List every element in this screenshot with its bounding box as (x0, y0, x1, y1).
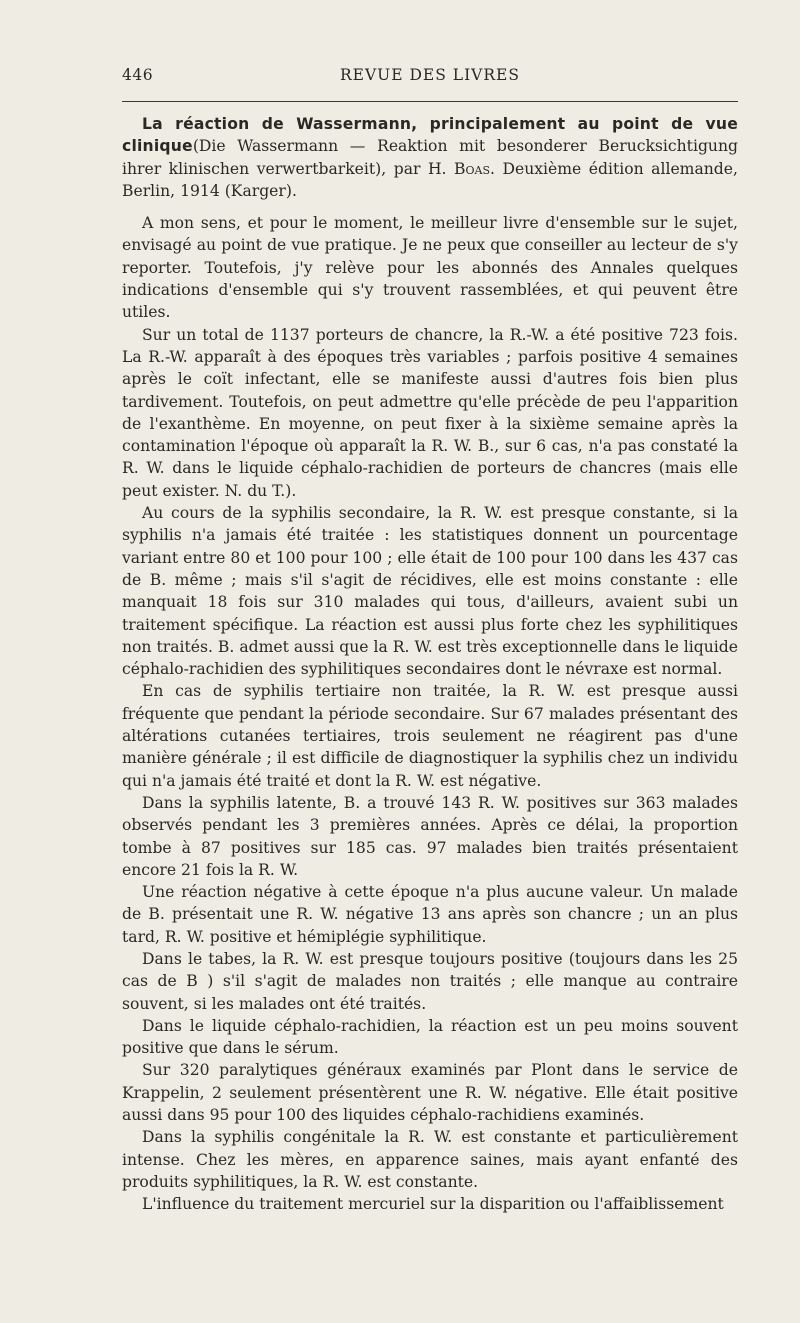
running-title: REVUE DES LIVRES (340, 66, 520, 84)
book-author: Boas (454, 159, 490, 178)
paragraph: Dans le tabes, la R. W. est presque toujours positive (toujours dans les 25 cas de B ) s'il s'agit de malades non traités ; elle manque au contraire souvent, si les malades ont été traités. (122, 949, 738, 1013)
header-rule (122, 101, 738, 102)
book-edition: . Deuxième édition allemande, Berlin, 1914 (Karger). (122, 159, 738, 200)
paragraph: L'influence du traitement mercuriel sur la disparition ou l'affaiblissement (142, 1195, 724, 1214)
page-number: 446 (122, 66, 154, 84)
article-body (122, 113, 738, 1216)
paragraph: Dans le liquide céphalo-rachidien, la réaction est un peu moins souvent positive que dans le sérum. (122, 1016, 738, 1058)
book-title: La réaction de Wassermann, principalement au point de vue clinique (122, 115, 738, 156)
paragraph: A mon sens, et pour le moment, le meilleur livre d'ensemble sur le sujet, envisagé au point de vue pratique. Je ne peux que conseiller au lecteur de s'y reporter. Toutefois, j'y relève pour les abonnés des Annales quelques indications d'ensemble qui s'y trouvent rassemblées, et qui peuvent être utiles. (122, 214, 738, 322)
paragraph: Au cours de la syphilis secondaire, la R. W. est presque constante, si la syphilis n'a jamais été traitée : les statistiques donnent un pourcentage variant entre 80 et 100 pour 100 ; elle était de 100 pour 100 dans les 437 cas de B. même ; mais s'il s'agit de récidives, elle est moins constante : elle manquait 18 fois sur 310 malades qui tous, d'ailleurs, avaient subi un traitement spécifique. La réaction est aussi plus forte chez les syphilitiques non traités. B. admet aussi que la R. W. est très exceptionnelle dans le liquide céphalo-rachidien des syphilitiques secondaires dont le névraxe est normal. (122, 504, 738, 679)
book-subtitle: (Die Wassermann — Reaktion mit besonderer Berucksichtigung ihrer klinischen verwertbarkeit), par H. (122, 137, 738, 178)
paragraph: Sur 320 paralytiques généraux examinés par Plont dans le service de Krappelin, 2 seulement présentèrent une R. W. négative. Elle était positive aussi dans 95 pour 100 des liquides céphalo-rachidiens examinés. (122, 1061, 738, 1125)
paragraph: Dans la syphilis congénitale la R. W. est constante et particulièrement intense. Chez les mères, en apparence saines, mais ayant enfanté des produits syphilitiques, la R. W. est constante. (122, 1128, 738, 1191)
page-header (122, 66, 738, 90)
paragraph: En cas de syphilis tertiaire non traitée, la R. W. est presque aussi fréquente que pendant la période secondaire. Sur 67 malades présentant des altérations cutanées tertiaires, trois seulement ne réagirent pas d'une manière générale ; il est difficile de diagnostiquer la syphilis chez un individu qui n'a jamais été traité et dont la R. W. est négative. (122, 682, 738, 790)
paragraph: Dans la syphilis latente, B. a trouvé 143 R. W. positives sur 363 malades observés pendant les 3 premières années. Après ce délai, la proportion tombe à 87 positives sur 185 cas. 97 malades bien traités présentaient encore 21 fois la R. W. (122, 793, 738, 879)
paragraph: Sur un total de 1137 porteurs de chancre, la R.-W. a été positive 723 fois. La R.-W. apparaît à des époques très variables ; parfois positive 4 semaines après le coït infectant, elle se manifeste aussi d'autres fois bien plus tardivement. Toutefois, on peut admettre qu'elle précède de peu l'apparition de l'exanthème. En moyenne, on peut fixer à la sixième semaine après la contamination l'époque où apparaît la R. W. B., sur 6 cas, n'a pas constaté la R. W. dans le liquide céphalo-rachidien de porteurs de chancres (mais elle peut exister. N. du T.). (122, 325, 738, 500)
review-citation (122, 113, 738, 202)
paragraph: Une réaction négative à cette époque n'a plus aucune valeur. Un malade de B. présentait une R. W. négative 13 ans après son chancre ; un an plus tard, R. W. positive et hémiplégie syphilitique. (122, 883, 738, 946)
